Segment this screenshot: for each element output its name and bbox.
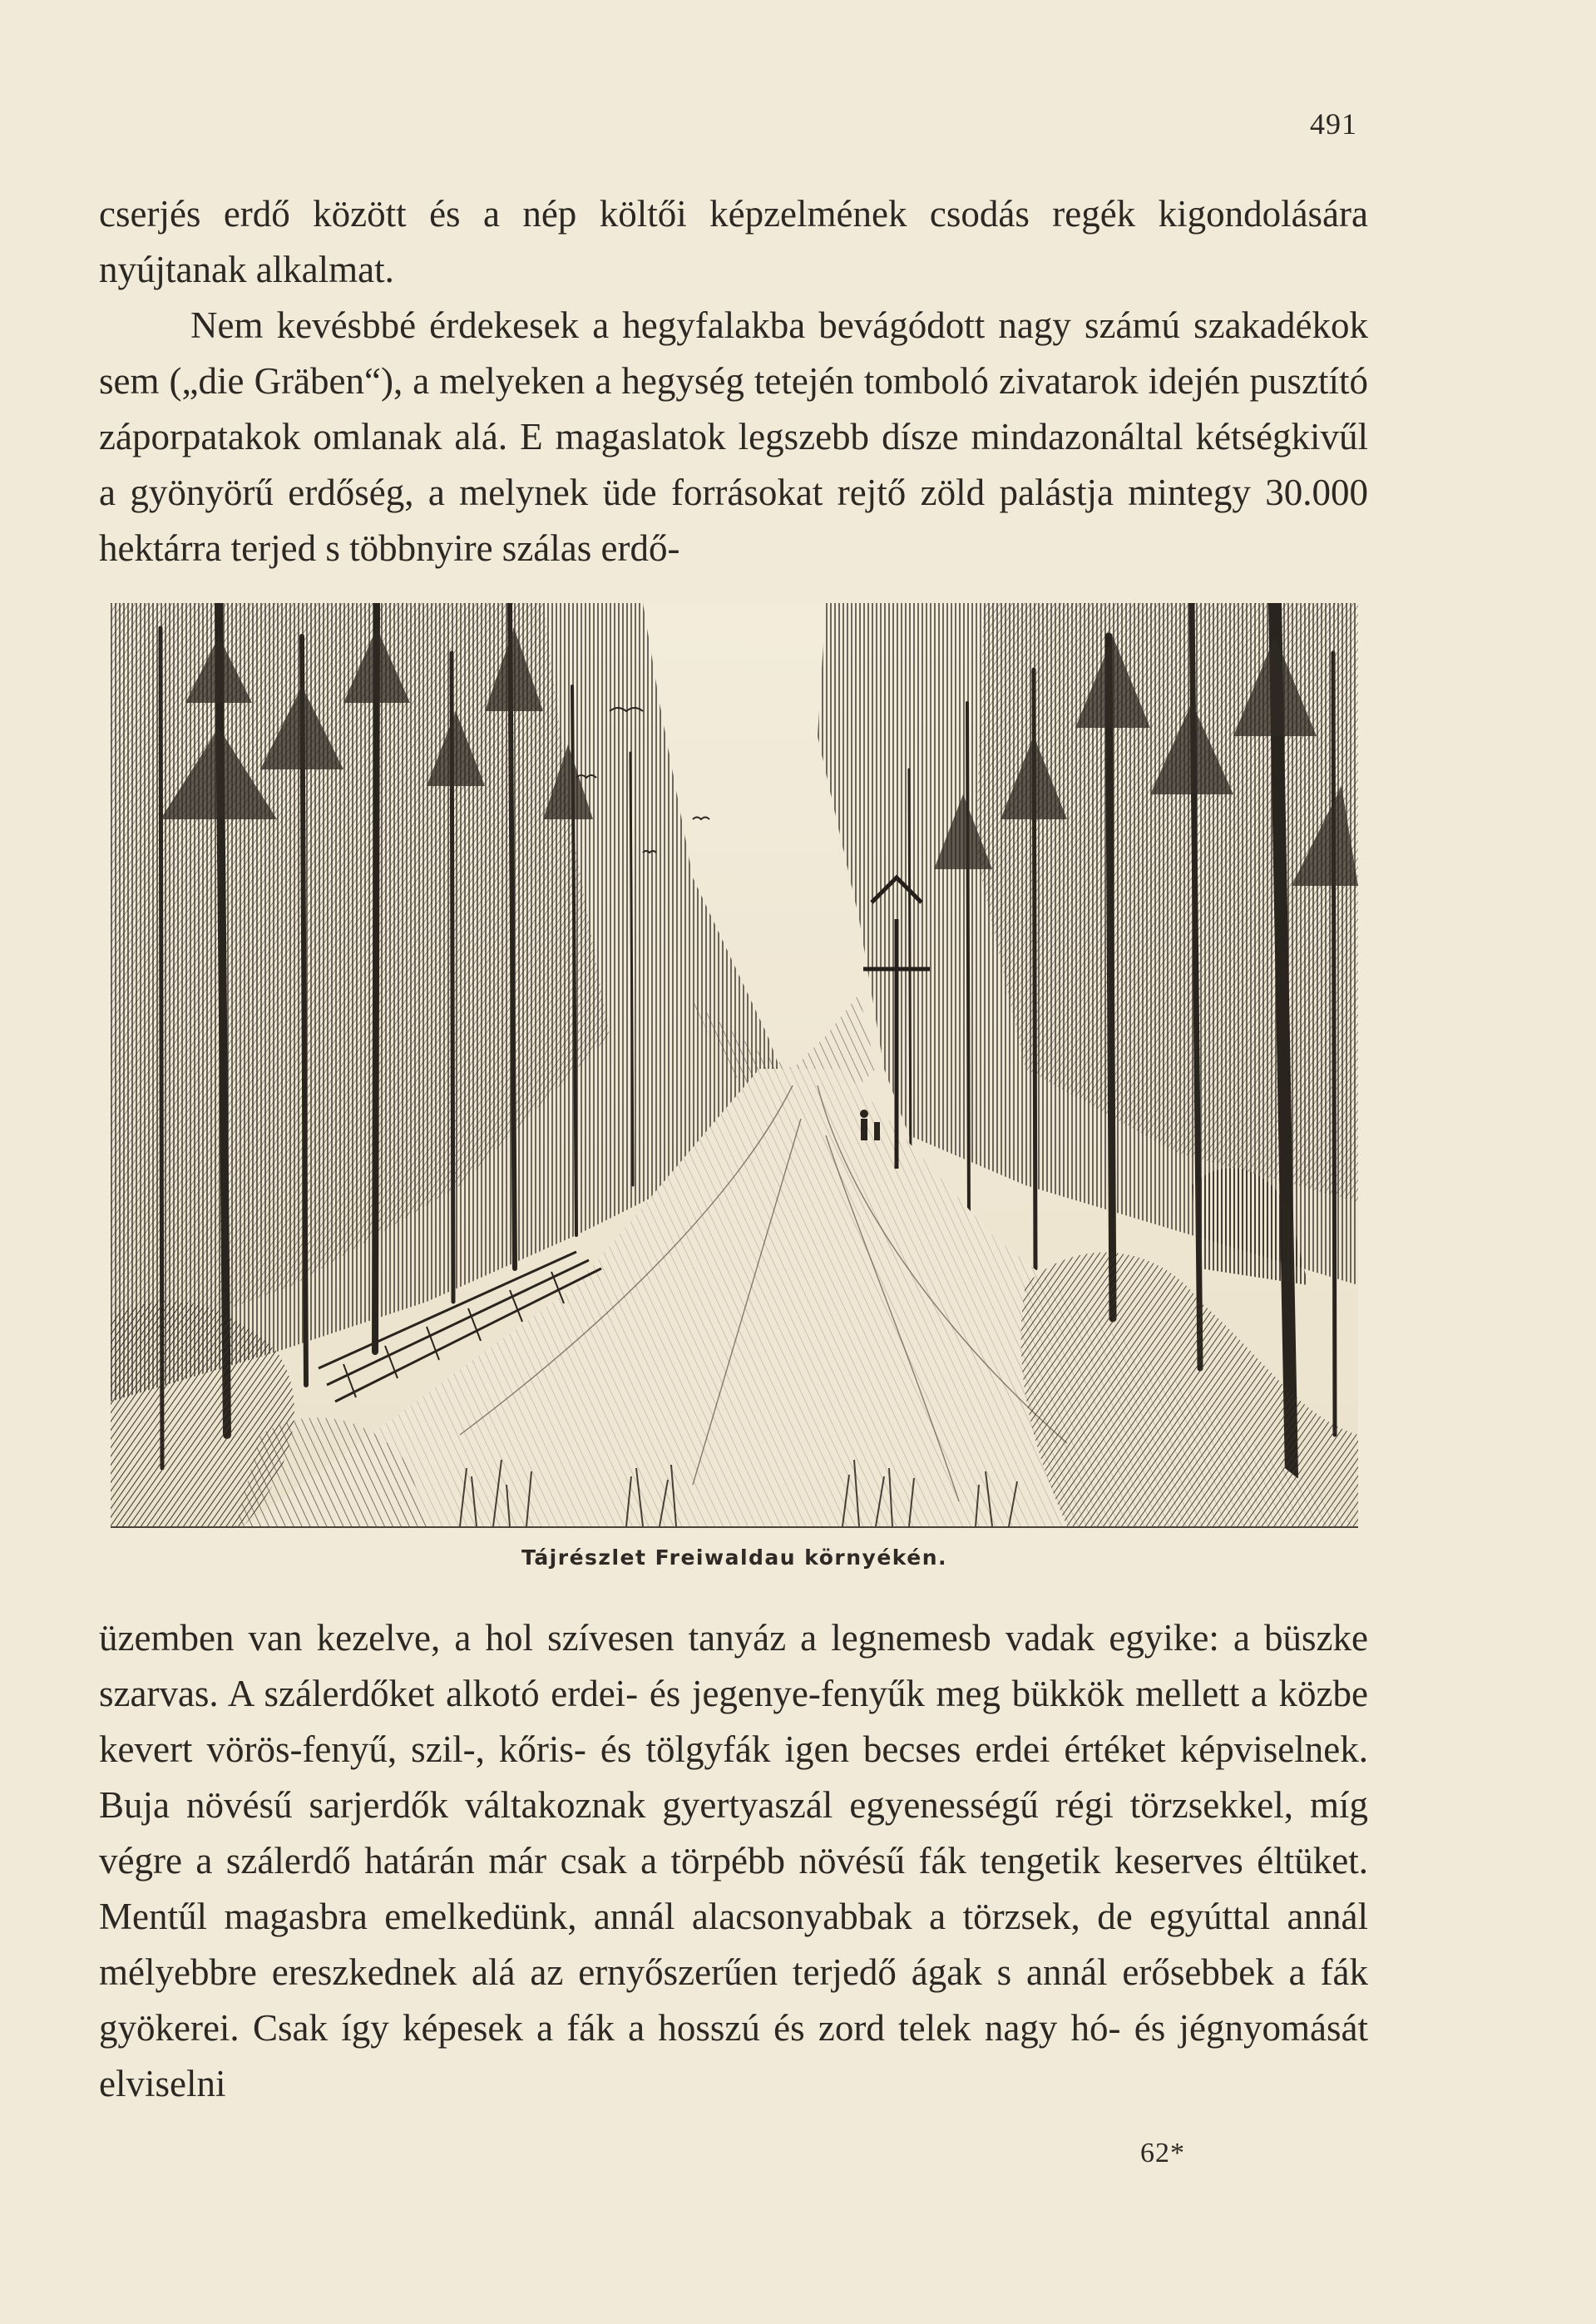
figure-caption: Tájrészlet Freiwaldau környékén. xyxy=(521,1545,947,1570)
paragraph-graben: Nem kevésbbé érdekesek a hegyfalakba bevágódott nagy számú szakadékok sem („die Gräben“), a melyeken a hegység tetején tomboló zivatarok idején pusztító záporpatakok omlanak alá. E magaslatok legszebb dísze mindazonáltal kétségkivűl a gyönyörű erdőség, a melynek üde forrásokat rejtő zöld palástja mintegy 30.000 hektárra terjed s többnyire szálas erdő- xyxy=(99,304,1368,569)
paragraph-continuation: cserjés erdő között és a nép költői képzelmének csodás regék kigondolására nyújtanak alkalmat. xyxy=(99,193,1368,290)
body-text-bottom xyxy=(99,1610,1368,2112)
page-number: 491 xyxy=(1310,107,1357,141)
forest-road-engraving xyxy=(111,603,1358,1526)
paragraph-forest-description: üzemben van kezelve, a hol szívesen tanyáz a legnemesb vadak egyike: a büszke szarvas. A szálerdőket alkotó erdei- és jegenye-fenyűk meg bükkök mellett a közbe kevert vörös-fenyű, szil-, kőris- és tölgyfák igen becses erdei értéket képviselnek. Buja növésű sarjerdők váltakoznak gyertyaszál egyenességű régi törzsekkel, míg végre a szálerdő határán már csak a törpébb növésű fák tengetik keserves éltüket. Mentűl magasbra emelkedünk, annál alacsonyabbak a törzsek, de egyúttal annál mélyebbre ereszkednek alá az ernyőszerűen terjedő ágak s annál erősebbek a fák gyökerei. Csak így képesek a fák a hosszú és zord telek nagy hó- és jégnyomását elviselni xyxy=(99,1617,1368,2104)
body-text-top xyxy=(99,186,1368,576)
forest-illustration xyxy=(111,603,1358,1528)
signature-mark: 62* xyxy=(1140,2138,1185,2168)
